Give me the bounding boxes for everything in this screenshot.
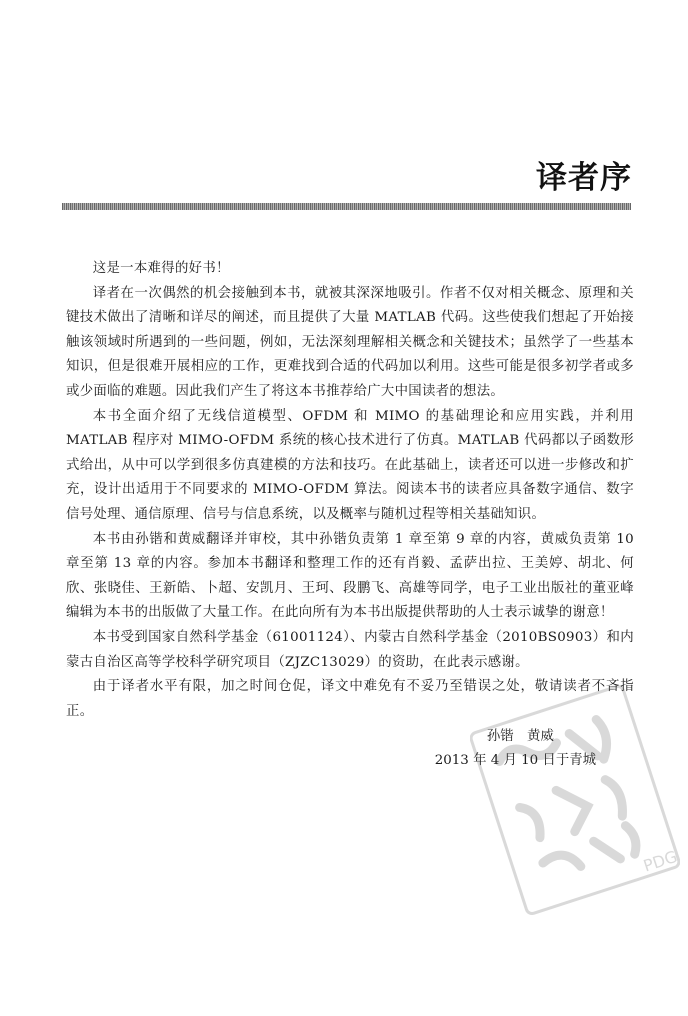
paragraph-5: 本书受到国家自然科学基金（61001124）、内蒙古自然科学基金（2010BS0903）和内蒙古自治区高等学校科学研究项目（ZJZC13029）的资助，在此表示感谢。 [66,629,634,670]
paragraph-4: 本书由孙锴和黄威翻译并审校，其中孙锴负责第 1 章至第 9 章的内容，黄威负责第 10 章至第 13 章的内容。参加本书翻译和整理工作的还有肖毅、孟萨出拉、王美婷、胡北、何欣、张晓佳、王新皓、卜超、安凯月、王珂、段鹏飞、高雄等同学，电子工业出版社的董亚峰编辑为本书的出版做了大量工作。在此向所有为本书出版提供帮助的人士表示诚挚的谢意！ [66,531,634,621]
title-divider [62,203,631,210]
watermark-text: PDG [640,846,680,876]
paragraph-3: 本书全面介绍了无线信道模型、OFDM 和 MIMO 的基础理论和应用实践，并利用 MATLAB 程序对 MIMO-OFDM 系统的核心技术进行了仿真。MATLAB 代码都以子函数形式给出，从中可以学到很多仿真建模的方法和技巧。在此基础上，读者还可以进一步修改和扩充，设计出适用于不同要求的 MIMO-OFDM 算法。阅读本书的读者应具备数字通信、数字信号处理、通信原理、信号与信息系统，以及概率与随机过程等相关基础知识。 [66,408,634,522]
paragraph-1: 这是一本难得的好书！ [92,261,230,276]
paragraph-2: 译者在一次偶然的机会接触到本书，就被其深深地吸引。作者不仅对相关概念、原理和关键技术做出了清晰和详尽的阐述，而且提供了大量 MATLAB 代码。这些使我们想起了开始接触该领域时所遇到的一些问题，例如，无法深刻理解相关概念和关键技术；虽然学了一些基本知识，但是很难开展相应的工作，更难找到合适的代码加以利用。这些可能是很多初学者或多或少面临的难题。因此我们产生了将这本书推荐给广大中国读者的想法。 [66,285,634,399]
paragraph-6: 由于译者水平有限，加之时间仓促，译文中难免有不妥乃至错误之处，敬请读者不吝指正。 [66,679,634,719]
date-place: 2013 年 4 月 10 日于青城 [434,753,596,768]
translator-names: 孙锴 黄威 [486,729,554,744]
page-title: 译者序 [536,160,632,196]
watermark-seal [470,680,680,920]
preface-body [66,257,634,724]
